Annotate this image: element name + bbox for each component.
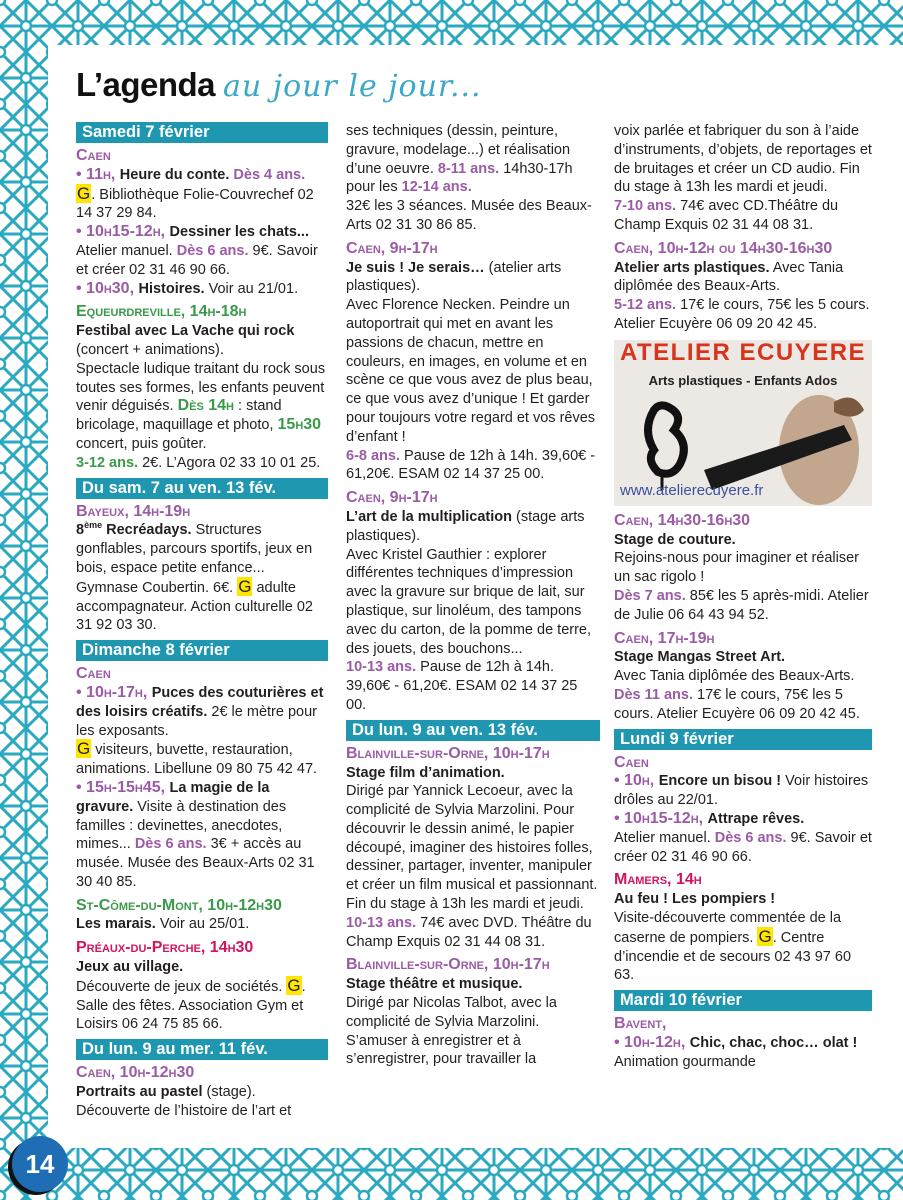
- event-time: • 10h30,: [76, 279, 139, 297]
- free-badge: G: [77, 183, 91, 203]
- location-time: Blainville-sur-Orne, 10h-17h: [346, 956, 550, 974]
- age-range: Dès 6 ans.: [714, 829, 787, 846]
- agenda-column-2: [346, 122, 600, 1074]
- superscript: ème: [84, 520, 103, 531]
- event-title: Stage de couture.: [614, 531, 736, 548]
- event-text: . Salle des fêtes. Association Gym et Loisirs 06 24 75 85 66.: [76, 978, 306, 1033]
- agenda-column-1: [76, 122, 328, 1126]
- event-title: Festibal avec La Vache qui rock: [76, 323, 295, 340]
- event-title: Heure du conte.: [119, 166, 234, 183]
- event-time: • 10h15-12h,: [76, 223, 170, 241]
- event-text: 9€. Savoir et créer 02 31 46 90 66.: [76, 242, 318, 278]
- location-time: Caen: [76, 147, 111, 164]
- event-title: Stage théâtre et musique.: [346, 976, 523, 993]
- event-title: Les marais.: [76, 916, 156, 933]
- event-text: concert, puis goûter.: [76, 435, 207, 452]
- advertisement-atelier-ecuyere: [614, 340, 872, 506]
- event-text: Avec Florence Necken. Peindre un autoportrait qui met en avant les passions de chacun, mettre en couleurs, en images, en volume et en scène ce que vous avez de plus beau, ce que vous avez d’unique ! Et garder pour toujours votre regard et vos rêves d’enfant !: [346, 297, 596, 445]
- event-title: Stage Mangas Street Art.: [614, 649, 786, 666]
- event-title: L’art de la multiplication: [346, 508, 512, 525]
- agenda-entry: [76, 503, 328, 636]
- event-text: 2€ le mètre pour les exposants.: [76, 703, 317, 739]
- date-header: Du lun. 9 au ven. 13 fév.: [346, 720, 600, 741]
- event-time: 15h30: [277, 416, 322, 434]
- event-time: • 10h-12h,: [614, 1033, 690, 1051]
- date-header: Mardi 10 février: [614, 990, 872, 1011]
- agenda-column-3: [614, 122, 872, 1076]
- event-text: Pause de 12h à 14h. 39,60€ - 61,20€. ESAM 02 14 37 25 00.: [346, 659, 578, 713]
- location-time: St-Côme-du-Mont, 10h-12h30: [76, 896, 282, 914]
- event-title: La magie de la gravure.: [76, 779, 270, 815]
- agenda-entry: [614, 1015, 872, 1071]
- event-text: Visite-découverte commentée de la caserne de pompiers.: [614, 909, 842, 946]
- location-time: Caen, 14h30-16h30: [614, 511, 751, 529]
- agenda-entry: [76, 1064, 328, 1120]
- event-title: Portraits au pastel: [76, 1084, 203, 1101]
- title-main: L’agenda: [76, 66, 216, 103]
- date-header: Samedi 7 février: [76, 122, 328, 143]
- event-text: Voir histoires drôles au 22/01.: [614, 773, 869, 809]
- ad-subtitle: Arts plastiques - Enfants Ados: [648, 372, 838, 388]
- event-title: Recréadays.: [102, 522, 192, 539]
- agenda-entry: [76, 147, 328, 298]
- event-text: (stage arts plastiques).: [346, 508, 585, 544]
- event-text: Découverte de l’histoire de l’art et: [76, 1102, 292, 1119]
- event-text: Voir au 21/01.: [204, 280, 299, 297]
- event-title: Encore un bisou !: [658, 773, 782, 790]
- event-text: 14h30-17h pour les: [346, 160, 573, 196]
- age-range: Dès 11 ans.: [614, 686, 693, 703]
- location-time: Blainville-sur-Orne, 10h-17h: [346, 744, 550, 762]
- age-range: 10-13 ans.: [346, 659, 417, 676]
- location-time: Caen, 9h-17h: [346, 489, 438, 507]
- agenda-entry: [614, 512, 872, 625]
- agenda-entry: [614, 754, 872, 867]
- event-title: Puces des couturières et des loisirs créatifs.: [76, 684, 324, 720]
- event-title: Je suis ! Je serais…: [346, 259, 485, 276]
- age-range: 7-10 ans.: [614, 198, 677, 215]
- title-handwritten: au jour le jour...: [223, 69, 482, 104]
- location-time: Caen, 17h-19h: [614, 629, 715, 647]
- event-title: Jeux au village.: [76, 959, 184, 976]
- agenda-entry: [346, 122, 600, 235]
- event-time: • 10h,: [614, 772, 659, 790]
- free-badge: G: [238, 576, 252, 596]
- agenda-entry: [346, 745, 600, 952]
- event-title: Attrape rêves.: [707, 810, 805, 827]
- event-text: Animation gourmande: [614, 1053, 756, 1070]
- event-text: adulte accompagnateur. Action culturelle 02 31 92 03 30.: [76, 579, 313, 634]
- event-time: Dès 14h: [177, 397, 234, 415]
- location-time: Caen, 10h-12h30: [76, 1064, 195, 1082]
- date-header: Lundi 9 février: [614, 729, 872, 750]
- event-text: . Bibliothèque Folie-Couvrechef 02 14 37 29 84.: [76, 186, 314, 222]
- agenda-entry: [346, 489, 600, 715]
- event-time: • 11h,: [76, 165, 120, 183]
- event-text: 17€ le cours, 75€ les 5 cours. Atelier Ecuyère 06 09 20 42 45.: [614, 297, 870, 332]
- page-number-badge: 14: [12, 1136, 68, 1192]
- agenda-entry: [76, 939, 328, 1034]
- agenda-entry: [346, 240, 600, 484]
- event-text: Dirigé par Yannick Lecoeur, avec la complicité de Sylvia Marzolini. Pour découvrir le dessin animé, le papier découpé, imaginer des histoires folles, dessiner, partager, inventer, manipuler et créer un film musical et passionnant. Fin du stage à 13h les mardi et jeudi.: [346, 783, 598, 913]
- agenda-entry: [614, 871, 872, 985]
- date-header: Du sam. 7 au ven. 13 fév.: [76, 478, 328, 499]
- age-range: 5-12 ans.: [614, 297, 677, 314]
- date-header: Dimanche 8 février: [76, 640, 328, 661]
- event-text: Avec Tania diplômée des Beaux-Arts.: [614, 259, 844, 295]
- age-range: 6-8 ans.: [346, 447, 400, 464]
- ad-title: ATELIER ECUYERE: [619, 339, 867, 366]
- age-range: 8-11 ans.: [437, 160, 500, 177]
- location-time: Mamers, 14h: [614, 871, 702, 889]
- event-text: Découverte de jeux de sociétés.: [76, 978, 287, 995]
- event-title: Dessiner les chats...: [169, 224, 309, 241]
- event-title: Atelier arts plastiques.: [614, 259, 770, 276]
- free-badge: G: [758, 926, 772, 946]
- event-text: 74€ avec DVD. Théâtre du Champ Exquis 02 31 44 08 31.: [346, 914, 592, 950]
- event-text: Avec Tania diplômée des Beaux-Arts.: [614, 668, 855, 685]
- event-text: Spectacle ludique traitant du rock sous toutes ses formes, les enfants peuvent venir déguisés.: [76, 360, 326, 415]
- event-text: 2€. L’Agora 02 33 10 01 25.: [138, 454, 321, 471]
- event-text: Dirigé par Nicolas Talbot, avec la complicité de Sylvia Marzolini. S’amuser à enregistrer et à s’enregistrer, pour travailler la: [346, 995, 557, 1068]
- event-text: voix parlée et fabriquer du son à l’aide d’instruments, d’objets, de reportages et de bruitages et créer un CD audio. Fin du stage à 13h les mardi et jeudi.: [614, 123, 872, 196]
- age-range: Dès 7 ans.: [614, 587, 686, 604]
- agenda-entry: [614, 122, 872, 235]
- event-title: 8: [76, 522, 85, 539]
- event-text: (stage).: [202, 1084, 256, 1101]
- event-time: • 10h15-12h,: [614, 809, 708, 827]
- age-range: 10-13 ans.: [346, 914, 417, 931]
- agenda-entry: [614, 240, 872, 334]
- location-time: Equeurdreville, 14h-18h: [76, 303, 247, 321]
- event-text: : stand bricolage, maquillage et photo,: [76, 398, 282, 434]
- agenda-entry: [346, 956, 600, 1069]
- event-text: Voir au 25/01.: [155, 916, 250, 933]
- event-text: 3€ + accès au musée. Musée des Beaux-Arts 02 31 30 40 85.: [76, 836, 315, 890]
- event-text: Atelier manuel.: [76, 242, 177, 259]
- event-text: 17€ le cours, 75€ les 5 cours. Atelier Ecuyère 06 09 20 42 45.: [614, 686, 860, 722]
- ad-url: www.atelierecuyere.fr: [620, 481, 764, 499]
- free-badge: G: [287, 975, 301, 995]
- location-time: Caen: [76, 665, 111, 683]
- date-header: Du lun. 9 au mer. 11 fév.: [76, 1039, 328, 1060]
- location-time: Caen: [614, 753, 649, 771]
- event-title: Stage film d’animation.: [346, 764, 505, 781]
- event-text: . Centre d’incendie et de secours 02 43 97 60 63.: [614, 929, 852, 984]
- event-text: Structures gonflables, parcours sportifs, jeux en bois, espace petite enfance... Gymnase Coubertin. 6€.: [76, 522, 313, 596]
- free-badge: G: [77, 739, 91, 759]
- event-title: Histoires.: [138, 280, 205, 297]
- event-text: Rejoins-nous pour imaginer et réaliser un sac rigolo !: [614, 550, 860, 586]
- event-text: Visite à destination des familles : devinettes, anecdotes, mimes...: [76, 798, 287, 853]
- event-text: 85€ les 5 après-midi. Atelier de Julie 06 64 43 94 52.: [614, 587, 869, 623]
- agenda-entry: [76, 897, 328, 935]
- event-text: Atelier manuel.: [614, 829, 715, 846]
- event-text: Pause de 12h à 14h. 39,60€ - 61,20€. ESAM 02 14 37 25 00.: [346, 447, 596, 483]
- agenda-entry: [76, 665, 328, 892]
- event-text: 9€. Savoir et créer 02 31 46 90 66.: [614, 829, 872, 865]
- event-text: (concert + animations).: [76, 341, 224, 358]
- age-range: 3-12 ans.: [76, 454, 139, 471]
- event-text: (atelier arts plastiques).: [346, 259, 562, 295]
- event-title: Chic, chac, choc… olat !: [689, 1034, 858, 1051]
- event-text: visiteurs, buvette, restauration, animations. Libellune 09 80 75 42 47.: [76, 742, 318, 778]
- location-time: Bavent,: [614, 1015, 667, 1033]
- age-range: Dès 6 ans.: [176, 242, 249, 259]
- page-title: [76, 66, 482, 104]
- location-time: Préaux-du-Perche, 14h30: [76, 939, 254, 957]
- event-text: ses techniques (dessin, peinture, gravure, modelage...) et réalisation d’une oeuvre.: [346, 123, 571, 177]
- agenda-entry: [614, 630, 872, 724]
- event-title: Au feu ! Les pompiers !: [614, 891, 776, 908]
- event-text: Avec Kristel Gauthier : explorer différentes techniques d’impression avec la gravure sur brique de lait, sur plastique, sur linoléum, des tampons avec du carton, de la pomme de terre, des jouets, des bouchons...: [346, 546, 592, 657]
- event-time: • 15h-15h45,: [76, 778, 170, 796]
- age-range: Dès 4 ans.: [233, 166, 306, 183]
- location-time: Caen, 10h-12h ou 14h30-16h30: [614, 239, 833, 257]
- location-time: Bayeux, 14h-19h: [76, 502, 191, 520]
- age-range: Dès 6 ans.: [134, 836, 207, 853]
- location-time: Caen, 9h-17h: [346, 239, 438, 257]
- event-time: • 10h-17h,: [76, 683, 152, 701]
- agenda-entry: [76, 303, 328, 472]
- age-range: 12-14 ans.: [401, 179, 472, 196]
- event-text: 32€ les 3 séances. Musée des Beaux-Arts 02 31 30 86 85.: [346, 198, 592, 233]
- event-text: 74€ avec CD.Théâtre du Champ Exquis 02 31 44 08 31.: [614, 198, 839, 233]
